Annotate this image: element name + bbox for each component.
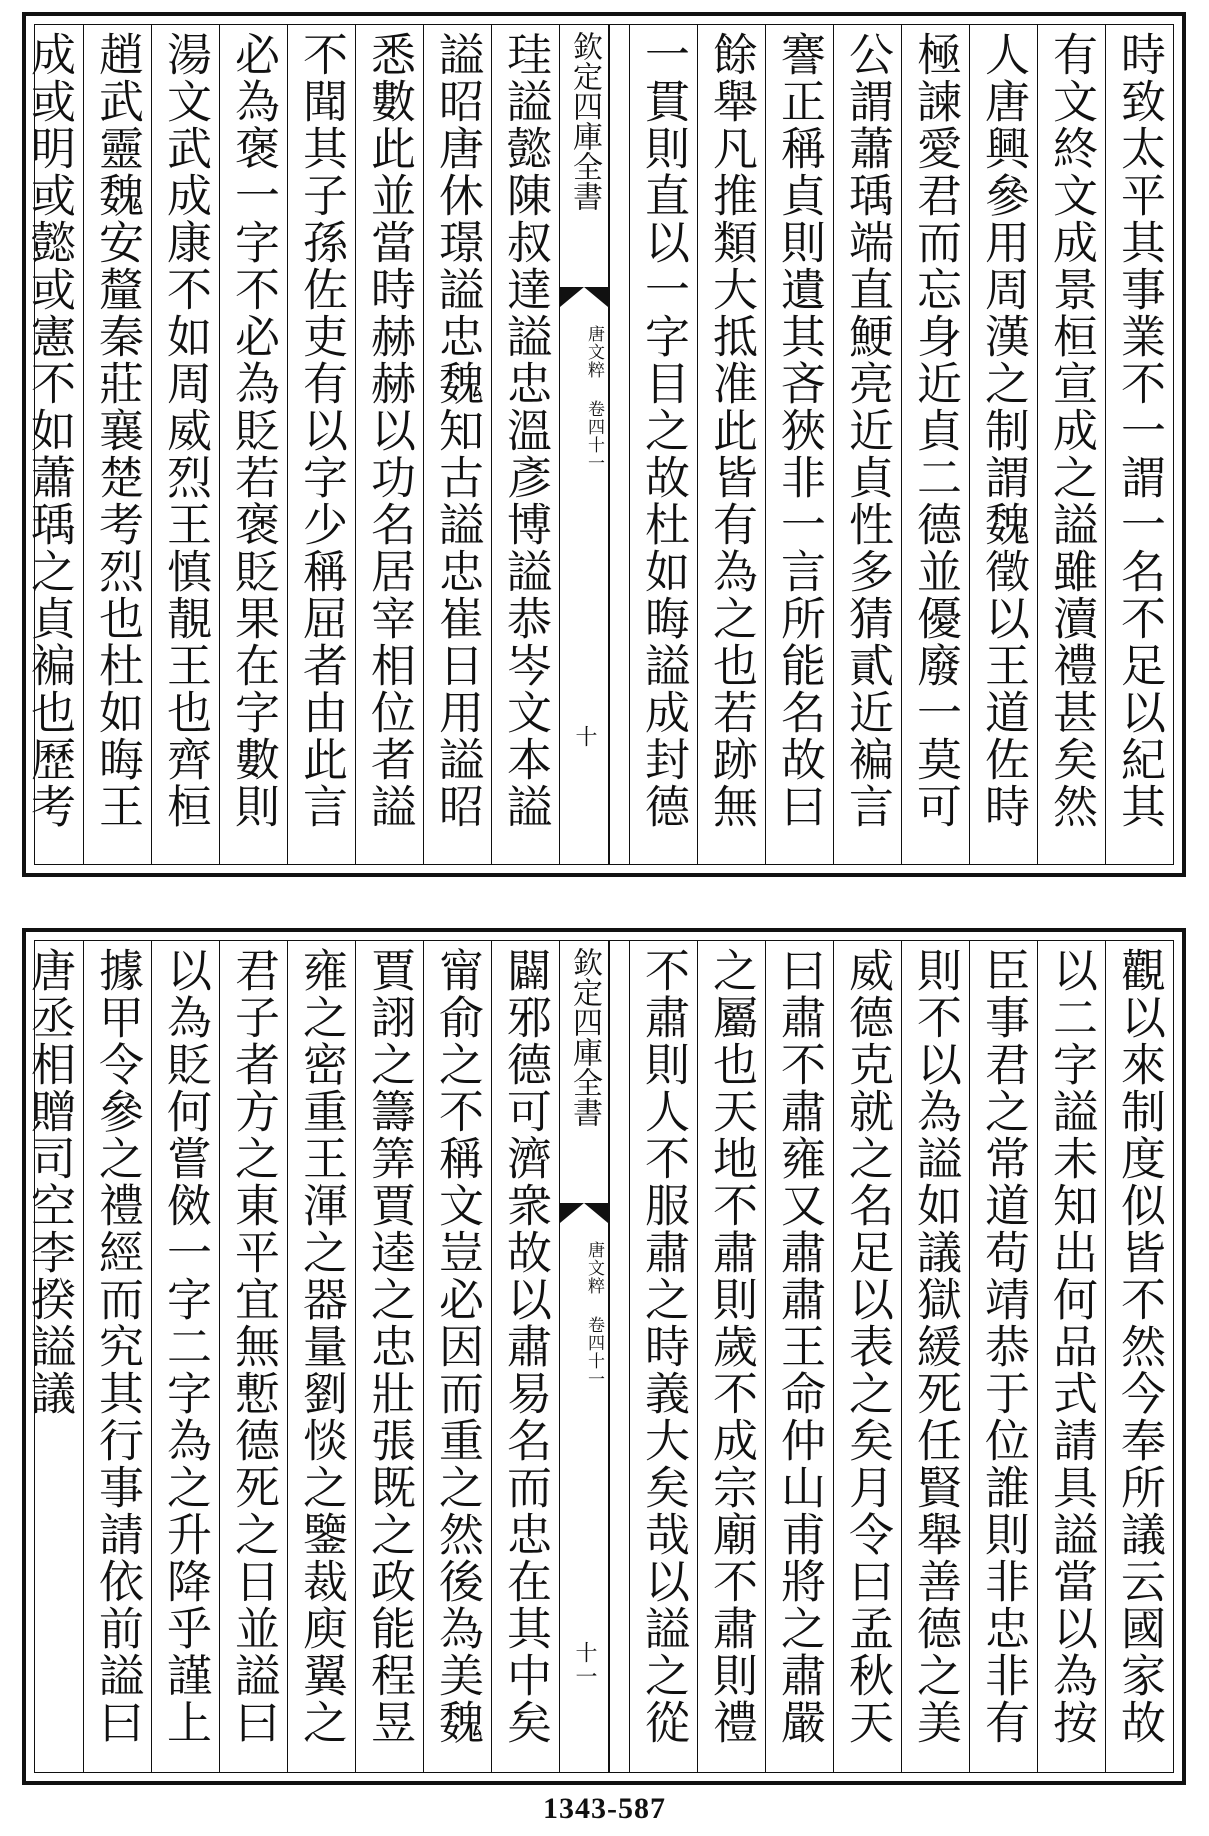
text-column: 人唐興參用周漢之制謂魏徵以王道佐時 [969,25,1037,864]
text-column: 湯文武成康不如周威烈王慎靚王也齊桓 [151,25,219,864]
top-page-frame [22,12,1186,877]
block-center-gutter [559,25,629,864]
page-number: 1343-587 [543,1792,666,1825]
text-column: 不聞其子孫佐吏有以字少稱屈者由此言 [287,25,355,864]
text-column: 據甲令參之禮經而究其行事請依前謚曰 [83,941,151,1772]
text-column: 臣事君之常道苟靖恭于位誰則非忠非有 [969,941,1037,1772]
gutter-rule [608,941,610,1772]
block-center-gutter [559,941,629,1772]
text-column: 甯俞之不稱文豈必因而重之然後為美魏 [423,941,491,1772]
volume-label: 唐文粹 卷四十一 [584,325,604,472]
text-column: 威德克就之名足以表之矣月令曰孟秋天 [833,941,901,1772]
text-column: 曰肅不肅雍又肅肅王命仲山甫將之肅嚴 [765,941,833,1772]
text-column: 以二字謚未知出何品式請具謚當以為按 [1037,941,1105,1772]
bottom-text-block [23,940,1174,1773]
text-column: 極諫愛君而忘身近貞二德並優廢一莫可 [901,25,969,864]
text-column: 以為貶何嘗傚一字二字為之升降乎謹上 [151,941,219,1772]
volume-label: 唐文粹 卷四十一 [584,1241,604,1388]
text-column: 闢邪德可濟衆故以肅易名而忠在其中矣 [491,941,559,1772]
text-column: 珪謚懿陳叔達謚忠溫彥博謚恭岑文本謚 [491,25,559,864]
text-column: 有文終文成景桓宣成之謚雖瀆禮甚矣然 [1037,25,1105,864]
leaf-number: 十 [572,725,597,749]
text-column: 君子者方之東平宜無慙德死之日並謚曰 [219,941,287,1772]
bottom-page-frame [22,928,1186,1785]
text-column: 餘舉凡推類大抵准此皆有為之也若跡無 [697,25,765,864]
text-column: 則不以為謚如議獄緩死任賢舉善德之美 [901,941,969,1772]
essay-heading: 唐丞相贈司空李揆謚議 [23,947,76,1417]
text-column: 一貫則直以一字目之故杜如晦謚成封德 [629,25,697,864]
text-column: 不肅則人不服肅之時義大矣哉以謚之從 [629,941,697,1772]
fishtail-mark [560,1203,608,1233]
text-column: 謚昭唐休璟謚忠魏知古謚忠崔日用謚昭 [423,25,491,864]
top-text-block [23,24,1174,865]
text-column: 趙武靈魏安釐秦莊襄楚考烈也杜如晦王 [83,25,151,864]
text-column: 之屬也天地不肅則歲不成宗廟不肅則禮 [697,941,765,1772]
text-column: 成或明或懿或憲不如蕭瑀之貞褊也歷考 [23,31,76,830]
text-column: 謇正稱貞則遺其吝狹非一言所能名故曰 [765,25,833,864]
text-column: 雍之密重王渾之器量劉惔之鑒裁庾翼之 [287,941,355,1772]
book-title: 欽定四庫全書 [567,947,602,1127]
text-column: 必為褒一字不必為貶若褒貶果在字數則 [219,25,287,864]
text-column: 公謂蕭瑀端直鯁亮近貞性多猜貳近褊言 [833,25,901,864]
text-column: 賈詡之籌筭賈逵之忠壯張既之政能程昱 [355,941,423,1772]
leaf-number: 十一 [572,1641,597,1689]
book-title: 欽定四庫全書 [567,31,602,211]
heading-column [15,941,83,1772]
text-column: 時致太平其事業不一謂一名不足以紀其 [1105,25,1173,864]
text-column: 悉數此並當時赫赫以功名居宰相位者謚 [355,25,423,864]
fishtail-mark [560,287,608,317]
text-column: 觀以來制度似皆不然今奉所議云國家故 [1105,941,1173,1772]
gutter-rule [608,25,610,864]
